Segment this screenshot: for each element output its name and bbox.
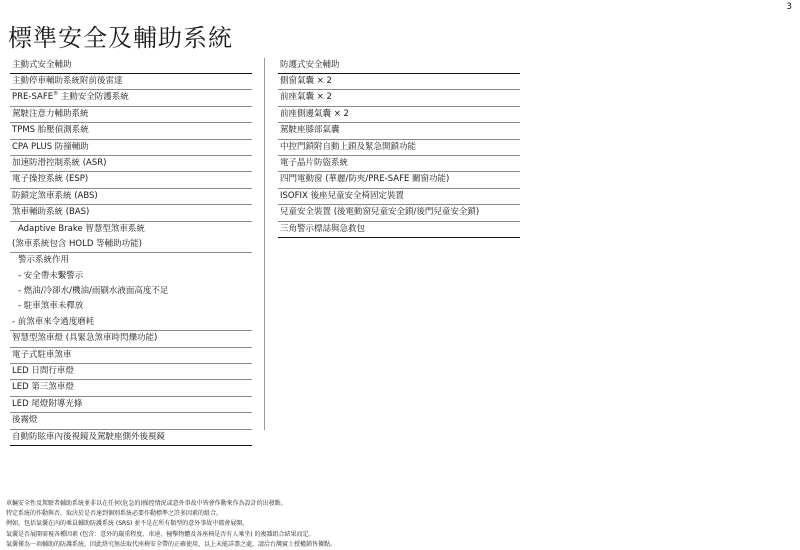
- feature-text: - 駐車煞車未釋放: [18, 301, 84, 312]
- feature-text: 駕駛座膝部氣囊: [280, 125, 340, 136]
- page-number: 3: [786, 2, 792, 12]
- registered-mark: ®: [53, 91, 59, 98]
- feature-item: [10, 107, 252, 123]
- feature-item: [10, 430, 252, 446]
- feature-text: 加速防滑控制系統 (ASR): [12, 157, 107, 168]
- feature-item: [10, 315, 252, 331]
- feature-text: - 燃油/冷卻水/機油/雨刷水液面高度不足: [18, 286, 169, 297]
- passive-safety-list: [278, 74, 520, 238]
- feature-text: CPA PLUS 防撞輔助: [12, 141, 89, 152]
- feature-item: [10, 90, 252, 106]
- feature-item: [278, 189, 520, 205]
- feature-item: [10, 172, 252, 188]
- feature-text: LED 第三煞車燈: [12, 382, 74, 393]
- feature-text: ISOFIX 後座兒童安全椅固定裝置: [280, 190, 405, 201]
- feature-item: [278, 74, 520, 90]
- feature-item: [10, 237, 252, 253]
- feature-item: [10, 380, 252, 396]
- feature-text: 主動停車輔助系統附前後雷達: [12, 76, 123, 86]
- feature-text: 兒童安全裝置 (後電動窗兒童安全鎖/後門兒童安全鎖): [280, 207, 480, 218]
- feature-item: [10, 364, 252, 380]
- feature-item: [278, 123, 520, 139]
- feature-item: [10, 222, 252, 237]
- feature-text: 警示系統作用: [18, 255, 70, 266]
- feature-text: 駕駛注意力輔助系統: [12, 108, 89, 119]
- feature-item: [10, 156, 252, 172]
- feature-item: [278, 222, 520, 238]
- feature-text: - 前煞車來令過度磨耗: [12, 316, 95, 327]
- feature-text: LED 尾燈附導光條: [12, 398, 83, 409]
- feature-text: (煞車系統包含 HOLD 等輔助功能): [12, 238, 142, 249]
- feature-text: Adaptive Brake 智慧型煞車系統: [18, 223, 145, 234]
- feature-item: [10, 413, 252, 429]
- disclaimer-footer: [6, 499, 706, 550]
- feature-text: 煞車輔助系統 (BAS): [12, 207, 90, 218]
- feature-text: TPMS 胎壓偵測系統: [12, 125, 89, 136]
- feature-item: [10, 269, 252, 284]
- feature-text: 電子式駐車煞車: [12, 349, 72, 360]
- feature-item: [278, 107, 520, 123]
- active-safety-list: [10, 74, 252, 446]
- feature-text: 三角警示標誌與急救包: [280, 223, 366, 234]
- feature-text: 電子操控系統 (ESP): [12, 174, 89, 185]
- feature-text: 電子晶片防盜系統: [280, 157, 349, 168]
- feature-text: LED 日間行車燈: [12, 366, 74, 377]
- feature-text: 後霧燈: [12, 415, 38, 426]
- feature-item: [10, 74, 252, 90]
- column-divider: [264, 58, 265, 430]
- disclaimer-line: 車輛安全性及駕駛者輔助系統並非以在任何(危急的)操控情況或意外事故中皆會作動來作為設計的出發點。: [6, 500, 287, 507]
- passive-safety-heading: 防護式安全輔助: [278, 58, 520, 74]
- feature-text: 防鎖定煞車系統 (ABS): [12, 190, 98, 201]
- feature-item: [278, 156, 520, 172]
- feature-text: PRE-SAFE: [12, 92, 54, 103]
- feature-item: [10, 348, 252, 364]
- page-title: 標準安全及輔助系統: [8, 24, 233, 52]
- passive-safety-column: [278, 58, 520, 238]
- feature-item: [278, 172, 520, 188]
- feature-text: 前座氣囊 × 2: [280, 92, 332, 103]
- feature-item: [10, 331, 252, 347]
- disclaimer-line: 特定系統的作動與否，取決於是否達到個別系統必要作動標準之許多因素的組合。: [6, 510, 223, 518]
- feature-text: 智慧型煞車燈 (具緊急煞車時閃爍功能): [12, 333, 158, 344]
- feature-item: [10, 397, 252, 413]
- active-safety-heading: 主動式安全輔助: [10, 58, 252, 74]
- feature-item: [10, 299, 252, 314]
- feature-item: [278, 205, 520, 221]
- disclaimer-line: 例如，包括氣囊在內的乘員輔助防護系統 (SRS) 並不是在所有類型的意外事故中都會展開。: [6, 520, 249, 528]
- feature-item: [10, 253, 252, 268]
- feature-item: [10, 140, 252, 156]
- feature-text-suffix: 主動安全防護系統: [58, 92, 129, 103]
- active-safety-column: [10, 58, 252, 446]
- feature-text: 側窗氣囊 × 2: [280, 76, 332, 86]
- feature-text: - 安全帶未繫警示: [18, 270, 84, 281]
- feature-item: [278, 140, 520, 156]
- feature-text: 四門電動窗 (華麗/防夾/PRE-SAFE 關窗功能): [280, 174, 450, 185]
- disclaimer-line: 氣囊是否展開需視各種因素 (包含：意外的嚴重程度、車速、撞擊物體及各座椅是否有人乘坐) 的複雜組合結果而定。: [6, 530, 315, 538]
- feature-text: 自動防眩車內後視鏡及駕駛座側外後視鏡: [12, 431, 166, 442]
- disclaimer-line: 氣囊僅為一項輔助的防護系統，因此終究無法取代座椅安全帶的正確使用，以上未能詳盡之處，請洽台灣賓士授權銷售據點。: [6, 540, 337, 548]
- feature-item: [10, 284, 252, 299]
- feature-item: [10, 123, 252, 139]
- feature-item: [10, 205, 252, 221]
- feature-text: 中控門鎖附自動上鎖及緊急開鎖功能: [280, 141, 417, 152]
- feature-item: [10, 189, 252, 205]
- feature-item: [278, 90, 520, 106]
- feature-text: 前座側邊氣囊 × 2: [280, 108, 349, 119]
